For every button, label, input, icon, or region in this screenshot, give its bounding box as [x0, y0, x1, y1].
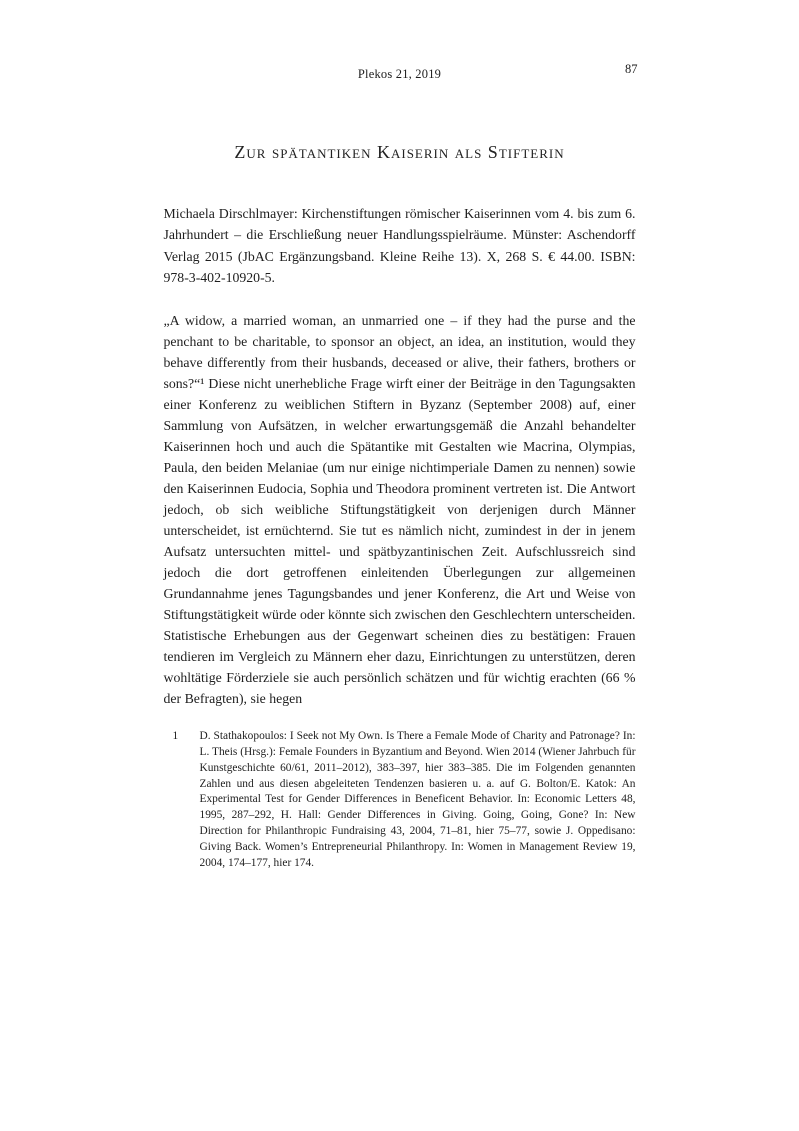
journal-header: Plekos 21, 2019 — [357, 67, 442, 81]
page-number: 87 — [625, 62, 638, 76]
bibliographic-reference: Michaela Dirschlmayer: Kirchenstiftungen römischer Kaiserinnen vom 4. bis zum 6. Jahrhundert – die Erschließung neuer Handlungsspielräume. Münster: Aschendorff Verlag 2015 (JbAC Ergänzungsband. Kleine Reihe 13). X, 268 S. € 44.00. ISBN: 978-3-402-10920-5. — [163, 206, 636, 285]
page-header — [164, 62, 638, 82]
review-body-paragraph: „A widow, a married woman, an unmarried one – if they had the purse and the penchant to be charitable, to sponsor an object, an idea, an institution, would they behave differently from their husbands, deceased or alive, their fathers, brothers or sons?“¹ Diese nicht unerhebliche Frage wirft einer der Beiträge in den Tagungsakten einer Konferenz zu weiblichen Stiftern in Byzanz (September 2008) auf, einer Sammlung von Aufsätzen, in welcher erwartungsgemäß die Anzahl behandelter Kaiserinnen hoch und auch die Spätantike mit Gestalten wie Macrina, Olympias, Paula, den beiden Melaniae (um nur einige nichtimperiale Damen zu nennen) sowie den Kaiserinnen Eudocia, Sophia und Theodora prominent vertreten ist. Die Antwort jedoch, ob sich weibliche Stiftungstätigkeit von derjenigen durch Männer unterscheidet, ist ernüchternd. Sie tut es nämlich nicht, zumindest in der in jenem Aufsatz untersuchten mittel- und spätbyzantinischen Zeit. Aufschlussreich sind jedoch die dort getroffenen einleitenden Überlegungen zur allgemeinen Grundannahme jenes Tagungsbandes und jener Konferenz, die Art und Weise von Stiftungstätigkeit würde oder könnte sich zwischen den Geschlechtern unterscheiden. Statistische Erhebungen aus der Gegenwart scheinen dies zu bestätigen: Frauen tendieren im Vergleich zu Männern eher dazu, Einrichtungen zu unterstützen, deren wohltätige Förderziele sie auch persönlich schätzen und für wichtig erachten (66 % der Befragten), sie hegen — [163, 313, 636, 707]
footnote-number: 1 — [172, 730, 179, 743]
footnote — [164, 729, 636, 871]
text-column — [164, 0, 636, 871]
article-title: Zur spätantiken Kaiserin als Stifterin — [234, 142, 565, 162]
footnote-text: D. Stathakopoulos: I Seek not My Own. Is There a Female Mode of Charity and Patronage? In: L. Theis (Hrsg.): Female Founders in Byzantium and Beyond. Wien 2014 (Wiener Jahrbuch für Kunstgeschichte 60/61, 2011–2012), 383–397, hier 383–385. Die im Folgenden genannten Zahlen und aus diesen abgeleiteten Tendenzen basieren u. a. auf G. Bolton/E. Katok: An Experimental Test for Gender Differences in Beneficent Behavior. In: Economic Letters 48, 1995, 287–292, H. Hall: Gender Differences in Giving. Going, Going, Gone? In: New Direction for Philanthropic Fundraising 43, 2004, 71–81, hier 75–77, sowie J. Oppedisano: Giving Back. Women’s Entrepreneurial Philanthropy. In: Women in Management Review 19, 2004, 174–177, hier 174. — [199, 730, 636, 869]
